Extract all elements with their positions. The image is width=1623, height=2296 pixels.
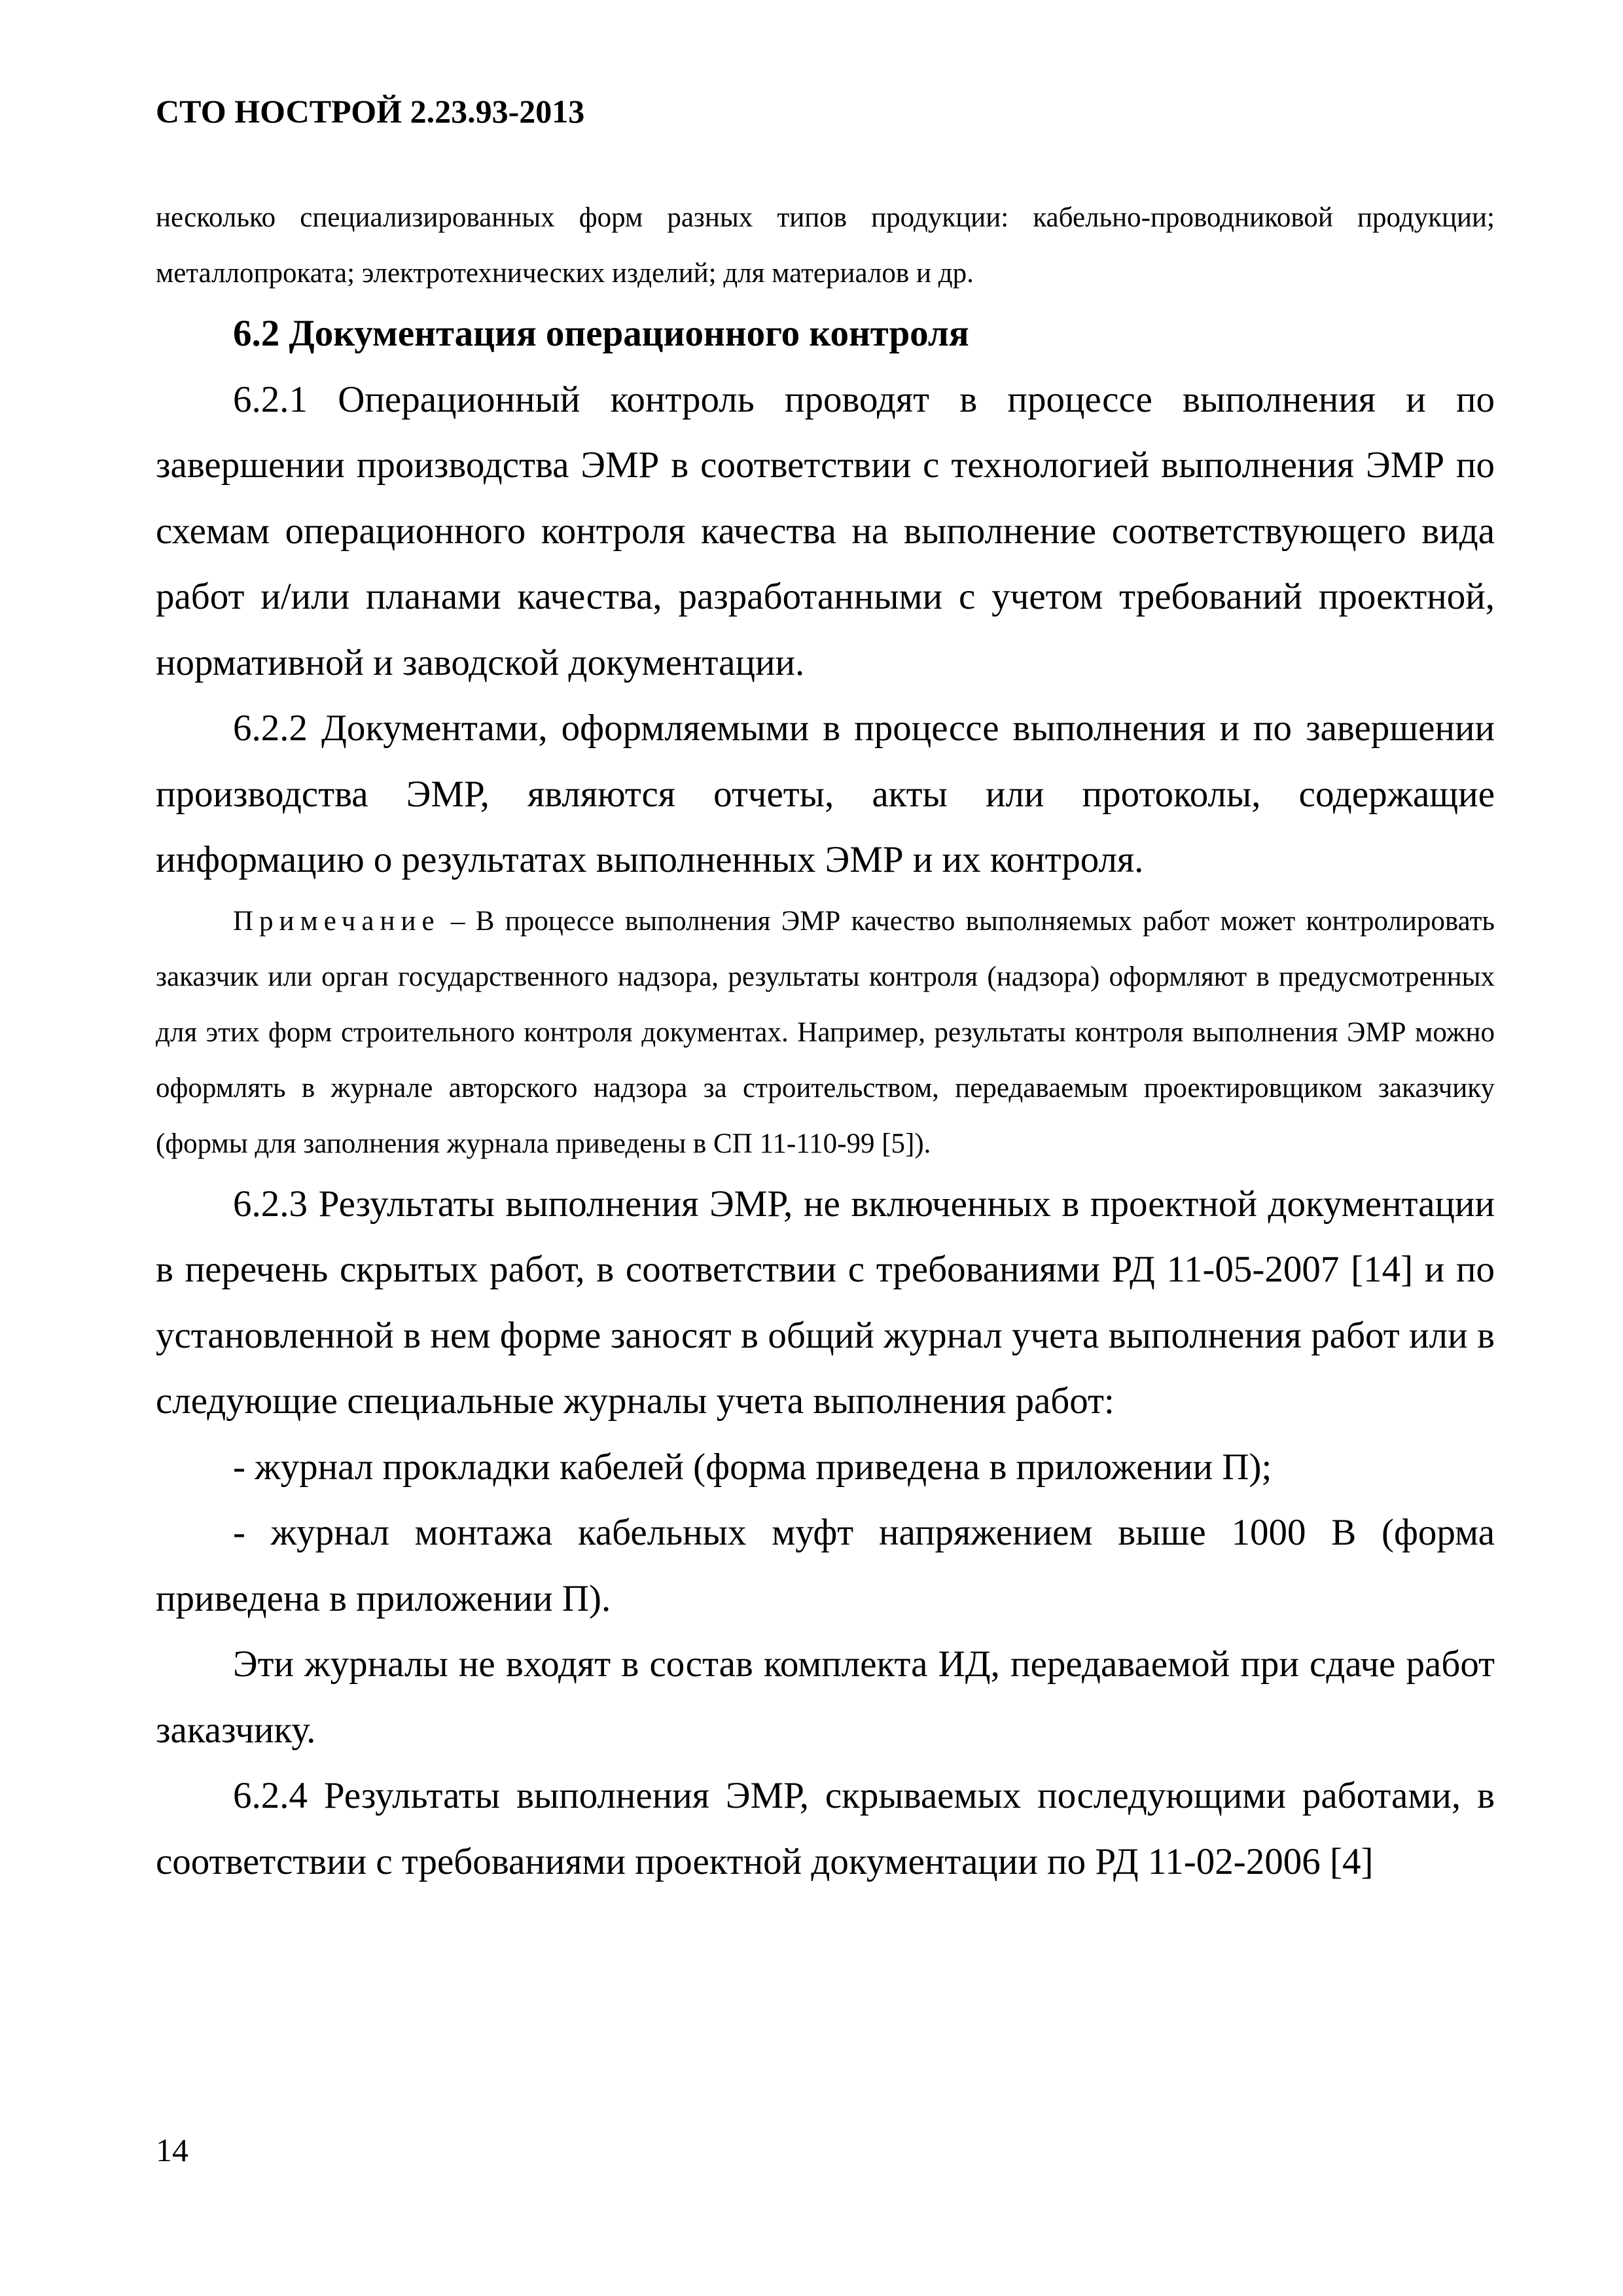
paragraph-6-2-3: 6.2.3 Результаты выполнения ЭМР, не включенных в проектной документации в перечень скрытых работ, в соответствии с требованиями РД 11-05-2007 [14] и по установленной в нем форме заносят в общий журнал учета выполнения работ или в следующие специальные журналы учета выполнения работ: [156, 1183, 1495, 1422]
list-item-cable-journal: - журнал прокладки кабелей (форма приведена в приложении П); [233, 1446, 1272, 1488]
paragraph-6-2-1: 6.2.1 Операционный контроль проводят в процессе выполнения и по завершении производства ЭМР в соответствии с технологией выполнения ЭМР по схемам операционного контроля качества на выполнение соответствующего вида работ и/или планами качества, разработанными с учетом требований проектной, нормативной и заводской документации. [156, 378, 1495, 683]
paragraph-6-2-4: 6.2.4 Результаты выполнения ЭМР, скрываемых последующими работами, в соответствии с требованиями проектной документации по РД 11-02-2006 [4] [156, 1775, 1495, 1882]
document-header: СТО НОСТРОЙ 2.23.93-2013 [156, 93, 585, 130]
list-item-coupling-journal: - журнал монтажа кабельных муфт напряжением выше 1000 В (форма приведена в приложении П). [156, 1512, 1495, 1619]
note-label: Примечание [233, 905, 440, 937]
document-body [156, 190, 1495, 1895]
note-paragraph [156, 893, 1495, 1172]
journals-paragraph: Эти журналы не входят в состав комплекта ИД, передаваемой при сдаче работ заказчику. [156, 1643, 1495, 1751]
section-title: 6.2 Документация операционного контроля [233, 313, 969, 354]
paragraph-6-2-2: 6.2.2 Документами, оформляемыми в процессе выполнения и по завершении производства ЭМР, являются отчеты, акты или протоколы, содержащие информацию о результатах выполненных ЭМР и их контроля. [156, 708, 1495, 880]
page-number: 14 [156, 2132, 188, 2168]
intro-paragraph: несколько специализированных форм разных типов продукции: кабельно-проводниковой продукции; металлопроката; электротехнических изделий; для материалов и др. [156, 202, 1495, 289]
note-text: – В процессе выполнения ЭМР качество выполняемых работ может контролировать заказчик или орган государственного надзора, результаты контроля (надзора) оформляют в предусмотренных для этих форм строительного контроля документах. Например, результаты контроля выполнения ЭМР можно оформлять в журнале авторского надзора за строительством, передаваемым проектировщиком заказчику (формы для заполнения журнала приведены в СП 11-110-99 [5]). [156, 905, 1495, 1159]
